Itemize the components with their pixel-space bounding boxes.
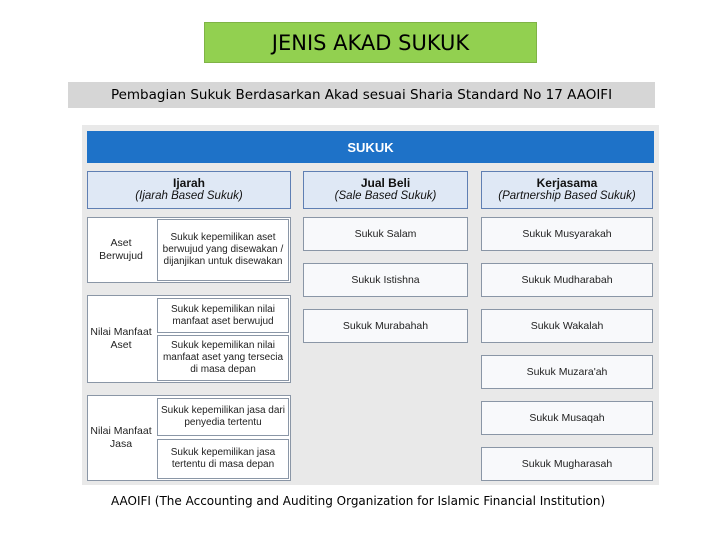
diagram-header-sukuk: SUKUK [87,131,654,163]
ijarah-item: Sukuk kepemilikan nilai manfaat aset berwujud [157,298,289,333]
ijarah-item: Sukuk kepemilikan nilai manfaat aset yang tersecia di masa depan [157,335,289,381]
ijarah-item: Sukuk kepemilikan jasa tertentu di masa depan [157,439,289,479]
sukuk-diagram [82,125,659,485]
category-sub: (Ijarah Based Sukuk) [135,190,243,203]
category-name: Jual Beli [360,175,411,190]
jual-beli-item-murabahah: Sukuk Murabahah [303,309,468,343]
category-kerjasama [481,171,653,209]
kerjasama-item-musaqah: Sukuk Musaqah [481,401,653,435]
category-jual-beli [303,171,468,209]
group-label: Nilai Manfaat Jasa [90,425,152,450]
category-name: Kerjasama [536,175,598,190]
kerjasama-item-mugharasah: Sukuk Mugharasah [481,447,653,481]
footer-note: AAOIFI (The Accounting and Auditing Organization for Islamic Financial Institution) [111,494,606,508]
jual-beli-item-salam: Sukuk Salam [303,217,468,251]
category-sub: (Sale Based Sukuk) [334,190,437,203]
group-label: Aset Berwujud [99,237,143,262]
group-label: Nilai Manfaat Aset [90,326,152,351]
category-sub: (Partnership Based Sukuk) [498,190,636,203]
category-name: Ijarah [172,175,205,190]
kerjasama-item-mudharabah: Sukuk Mudharabah [481,263,653,297]
page-subtitle: Pembagian Sukuk Berdasarkan Akad sesuai Sharia Standard No 17 AAOIFI [68,82,655,108]
jual-beli-item-istishna: Sukuk Istishna [303,263,468,297]
page-title: JENIS AKAD SUKUK [204,22,537,63]
kerjasama-item-wakalah: Sukuk Wakalah [481,309,653,343]
kerjasama-item-muzaraah: Sukuk Muzara'ah [481,355,653,389]
ijarah-item: Sukuk kepemilikan aset berwujud yang disewakan / dijanjikan untuk disewakan [157,219,289,281]
ijarah-item: Sukuk kepemilikan jasa dari penyedia tertentu [157,398,289,436]
category-ijarah [87,171,291,209]
kerjasama-item-musyarakah: Sukuk Musyarakah [481,217,653,251]
